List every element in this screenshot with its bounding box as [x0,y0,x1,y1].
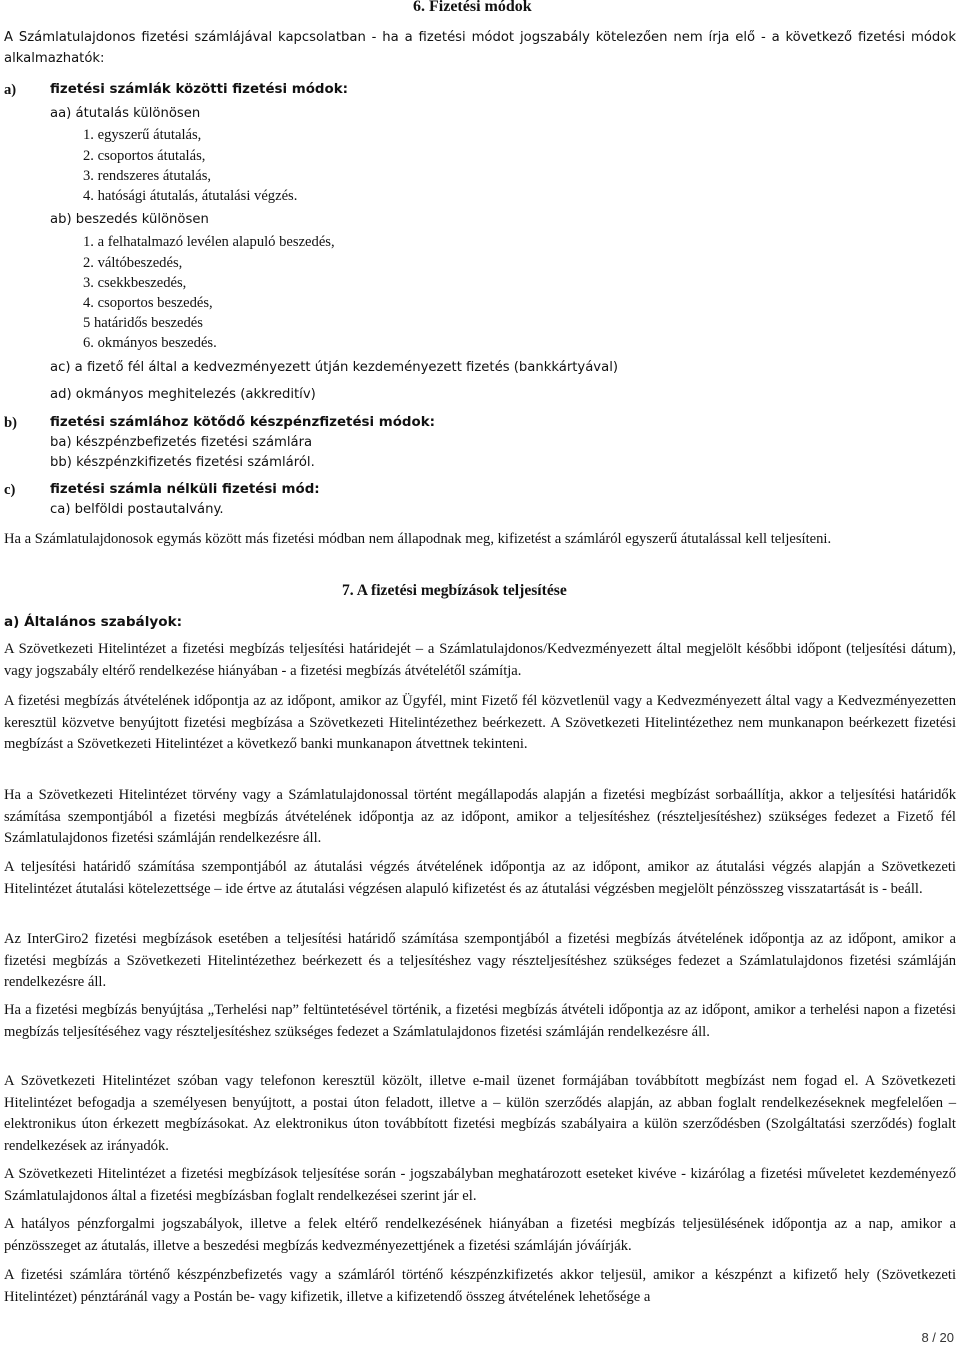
item-a-marker: a) [4,82,17,98]
ba-item: ba) készpénzbefizetés fizetési számlára [50,435,313,450]
aa-item-1: 1. egyszerű átutalás, [83,127,202,143]
paragraph-3: Ha a Szövetkezeti Hitelintézet törvény vagy a Számlatulajdonossal történt megállapodás alapján a fizetési megbízást sorbaállítja, akkor a teljesítési határidők számítása szempontjából a fizetési megbízás átvételének időpontja az az időpont, amikor a teljesítéshez (részteljesítéshez) szükséges fedezet a Fizető fél Számlatulajdonos fizetési számláján rendelkezésre áll. [4,787,956,847]
paragraph-6: Ha a fizetési megbízás benyújtása „Terhelési nap” feltüntetésével történik, a fizetési megbízás átvételi időpontja az az időpont, amikor a terhelési napon a fizetési megbízás teljesítéséhez vagy részteljesítéshez szükséges fedezet a Számlatulajdonos fizetési számláján rendelkezésre áll. [4,1002,956,1040]
paragraph-8: A Szövetkezeti Hitelintézet a fizetési megbízások teljesítése során - jogszabályban meghatározott eseteket kivéve - kizárólag a fizetési műveletet kezdeményező Számlatulajdonos által a fizetési megbízásban foglalt rendelkezései szerint jár el. [4,1166,956,1204]
page-number: 8 / 20 [921,1330,954,1345]
paragraph-7: A Szövetkezeti Hitelintézet szóban vagy telefonon keresztül közölt, illetve e-mail üzenet formájában továbbított megbízást nem fogad el. A Szövetkezeti Hitelintézet befogadja a személyesen benyújtott, a postai úton feladott, illetve a – külön szerződés alapján, az abban foglalt rendelkezéseknek megfelelően – elektronikus úton érkezett megbízásokat. Az elektronikus úton továbbított fizetési megbízás szabályaira a külön szerződésben (Szolgáltatási szerződés) foglalt rendelkezések az irányadók. [4,1073,956,1154]
paragraph-10: A fizetési számlára történő készpénzbefizetés vagy a számláról történő készpénzkifizetés akkor teljesül, amikor a készpénzt a kifizető hely (Szövetkezeti Hitelintézet) pénztáránál vagy a Postán be- vagy kifizetik, illetve a kifizetendő összeg átvételének lehetősége a [4,1267,956,1305]
item-c-marker: c) [4,482,16,498]
aa-title: aa) átutalás különösen [50,106,201,121]
ab-item-1: 1. a felhatalmazó levélen alapuló beszedés, [83,234,335,250]
section-7-heading: 7. A fizetési megbízások teljesítése [342,582,567,599]
ab-item-4: 4. csoportos beszedés, [83,295,213,311]
item-a-title: fizetési számlák közötti fizetési módok: [50,82,348,97]
ab-item-6: 6. okmányos beszedés. [83,335,217,351]
bb-item: bb) készpénzkifizetés fizetési számláról. [50,455,315,470]
ab-item-5: 5 határidős beszedés [83,315,203,331]
paragraph-9: A hatályos pénzforgalmi jogszabályok, illetve a felek eltérő rendelkezésének hiányában a fizetési megbízás teljesülésének időpontja az a nap, amikor a pénzösszeget az átutalás, illetve a beszedési megbízás kedvezményezettjének a fizetési számláján jóváírják. [4,1216,956,1254]
paragraph-1: A Szövetkezeti Hitelintézet a fizetési megbízás teljesítési határidejét – a Számlatulajdonos/Kedvezményezett által megjelölt későbbi időpont (teljesítési dátum), vagy jogszabály eltérő rendelkezése hiányában - a fizetési megbízás átvételétől számítja. [4,641,956,679]
ad-item: ad) okmányos meghitelezés (akkreditív) [50,387,316,402]
paragraph-4: A teljesítési határidő számítása szempontjából az átutalási végzés átvételének időpontja az az időpont, amikor az átutalási végzés alapján a Szövetkezeti Hitelintézet átutalási kötelezettsége – ide értve az átutalási végzésen alapuló kifizetést és az átutalási végzésben megjelölt pénzösszeg visszatartását is - beáll. [4,859,956,897]
item-c-title: fizetési számla nélküli fizetési mód: [50,482,320,497]
aa-item-4: 4. hatósági átutalás, átutalási végzés. [83,188,298,204]
ca-item: ca) belföldi postautalvány. [50,502,224,517]
ac-item: ac) a fizető fél által a kedvezményezett útján kezdeményezett fizetés (bankkártyával) [50,360,619,375]
section-7-subheading: a) Általános szabályok: [4,614,183,630]
ab-item-2: 2. váltóbeszedés, [83,255,183,271]
item-b-marker: b) [4,415,17,431]
paragraph-2: A fizetési megbízás átvételének időpontja az az időpont, amikor az Ügyfél, mint Fizető fél közvetlenül vagy a Kedvezményezett által vagy a Kedvezményezetten keresztül közvetve benyújtott fizetési megbízása a Szövetkezeti Hitelintézethez beérkezett. A Szövetkezeti Hitelintézethez nem munkanapon beérkezett fizetési megbízást a Szövetkezeti Hitelintézet a következő banki munkanapon átvettnek tekinteni. [4,693,956,753]
aa-item-3: 3. rendszeres átutalás, [83,168,212,184]
aa-item-2: 2. csoportos átutalás, [83,148,206,164]
section-6-heading: 6. Fizetési módok [413,0,532,15]
item-b-title: fizetési számlához kötődő készpénzfizetési módok: [50,415,435,430]
paragraph-5: Az InterGiro2 fizetési megbízások esetében a teljesítési határidő számítása szempontjából a fizetési megbízás átvételének időpontja az az időpont, amikor a fizetési megbízás a Szövetkezeti Hitelintézethez beérkezett és a teljesítéshez vagy részteljesítéshez szükséges fedezet a Számlatulajdonos fizetési számláján rendelkezésre áll. [4,931,956,991]
section-6-intro: A Számlatulajdonos fizetési számlájával kapcsolatban - ha a fizetési módot jogszabály kötelezően nem írja elő - a következő fizetési módok alkalmazhatók: [4,30,956,66]
ab-title: ab) beszedés különösen [50,212,209,227]
ab-item-3: 3. csekkbeszedés, [83,275,187,291]
section-6-closing: Ha a Számlatulajdonosok egymás között más fizetési módban nem állapodnak meg, kifizetést a számláról egyszerű átutalással kell teljesíteni. [4,531,832,547]
